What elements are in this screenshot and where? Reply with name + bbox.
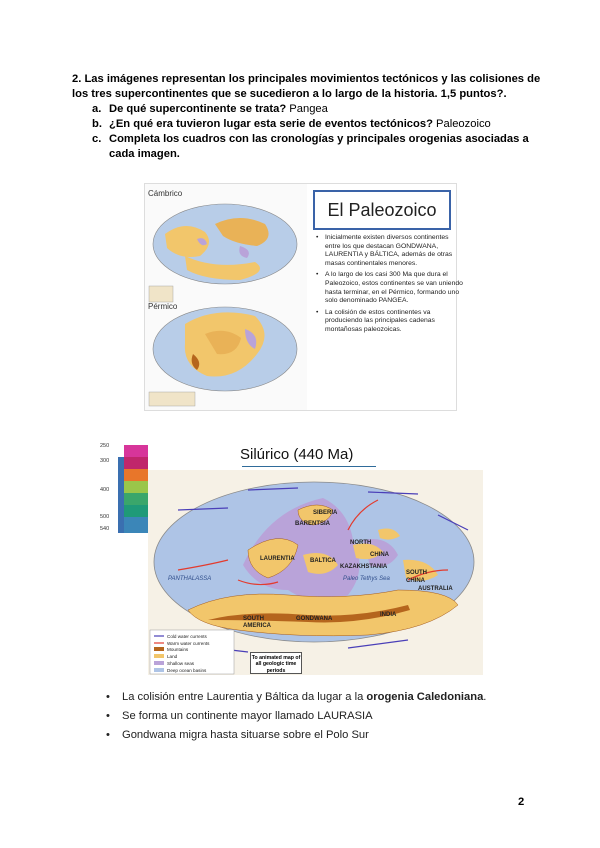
label-south: SOUTH: [406, 570, 427, 576]
paleozoic-figure: [144, 183, 463, 411]
label-india: INDIA: [380, 612, 397, 618]
legend-item: Mountains: [167, 647, 189, 652]
item-b-answer: Paleozoico: [436, 118, 491, 130]
item-b: [92, 117, 552, 132]
label-barentsia: BARENTSIA: [295, 521, 331, 527]
legend-item: Shallow seas: [167, 661, 195, 666]
geologic-scale: [118, 445, 148, 533]
label-south-america-1: SOUTH: [243, 616, 264, 622]
item-b-label: b.: [92, 118, 102, 130]
paleozoic-bullet: • A lo largo de los casi 300 Ma que dura el Paleozoico, estos continentes se van uniendo hasta terminar, en el Pérmico, formando uno solo denominado PANGEA.: [325, 271, 463, 305]
permian-label: Pérmico: [148, 302, 178, 311]
paleozoic-title: El Paleozoico: [327, 200, 437, 220]
legend-item: Land: [167, 654, 178, 659]
item-c-label: c.: [92, 133, 102, 145]
summary-bullets: [106, 688, 486, 745]
map-legend: [150, 630, 234, 674]
paleozoic-bullet: • Inicialmente existen diversos continentes entre los que destacan GONDWANA, LAURENTIA y BÁLTICA, además de otras masas continentales menores.: [325, 234, 463, 268]
question-body: Las imágenes representan los principales movimientos tectónicos y las colisiones de los tres supercontinentes que se sucedieron a lo largo de la historia. 1,5 puntos?.: [72, 73, 541, 100]
label-north: NORTH: [350, 540, 372, 546]
cambrian-label: Cámbrico: [148, 189, 183, 198]
question-text: [72, 72, 542, 102]
item-a-label: a.: [92, 103, 102, 115]
legend-item: Cold water currents: [167, 634, 207, 639]
summary-bullet-1: • La colisión entre Laurentia y Báltica da lugar a la orogenia Caledoniana.: [106, 688, 486, 707]
legend-item: Deep ocean basins: [167, 668, 207, 673]
label-baltica: BALTICA: [310, 558, 336, 564]
item-c-question: Completa los cuadros con las cronologías y principales orogenias asociadas a cada imagen.: [109, 133, 529, 160]
scale-tick: 400: [100, 487, 110, 493]
label-china: CHINA: [370, 552, 389, 558]
scale-tick: 500: [100, 514, 110, 520]
summary-bullet-3: • Gondwana migra hasta situarse sobre el Polo Sur: [106, 726, 486, 745]
label-laurentia: LAURENTIA: [260, 556, 295, 562]
animated-map-link[interactable]: To animated map of all geologic time periods: [250, 652, 302, 674]
title-underline: [242, 466, 376, 467]
page-number: 2: [518, 796, 525, 808]
label-paleo-tethys: Paleo Tethys Sea: [343, 576, 390, 582]
item-a-question: De qué supercontinente se trata?: [109, 103, 287, 115]
silurian-title: Silúrico (440 Ma): [240, 446, 354, 463]
label-siberia: SIBERIA: [313, 510, 338, 516]
label-kazakhstania: KAZAKHSTANIA: [340, 564, 388, 570]
item-c: [92, 132, 552, 162]
label-panthalassa: PANTHALASSA: [168, 576, 212, 582]
paleozoic-maps-image: [145, 184, 307, 410]
silurian-map: [148, 470, 483, 675]
item-a-answer: Pangea: [289, 103, 328, 115]
summary-bullet-2: • Se forma un continente mayor llamado LAURASIA: [106, 707, 486, 726]
label-south-china: CHINA: [406, 578, 425, 584]
question-number: 2.: [72, 73, 82, 85]
scale-tick: 250: [100, 443, 110, 449]
scale-tick: 540: [100, 526, 110, 532]
label-south-america-2: AMERICA: [243, 623, 271, 629]
paleozoic-bullet: • La colisión de estos continentes va produciendo las principales cadenas montañosas paleozoicas.: [325, 309, 463, 335]
paleozoic-bullets: [313, 234, 463, 338]
item-a: [92, 102, 552, 117]
paleozoic-title-box: [313, 190, 451, 230]
label-australia: AUSTRALIA: [418, 586, 453, 592]
legend-item: Warm water currents: [167, 641, 210, 646]
label-gondwana: GONDWANA: [296, 616, 333, 622]
paleozoic-maps: [145, 184, 307, 410]
item-b-question: ¿En qué era tuvieron lugar esta serie de eventos tectónicos?: [109, 118, 433, 130]
scale-tick: 300: [100, 458, 110, 464]
